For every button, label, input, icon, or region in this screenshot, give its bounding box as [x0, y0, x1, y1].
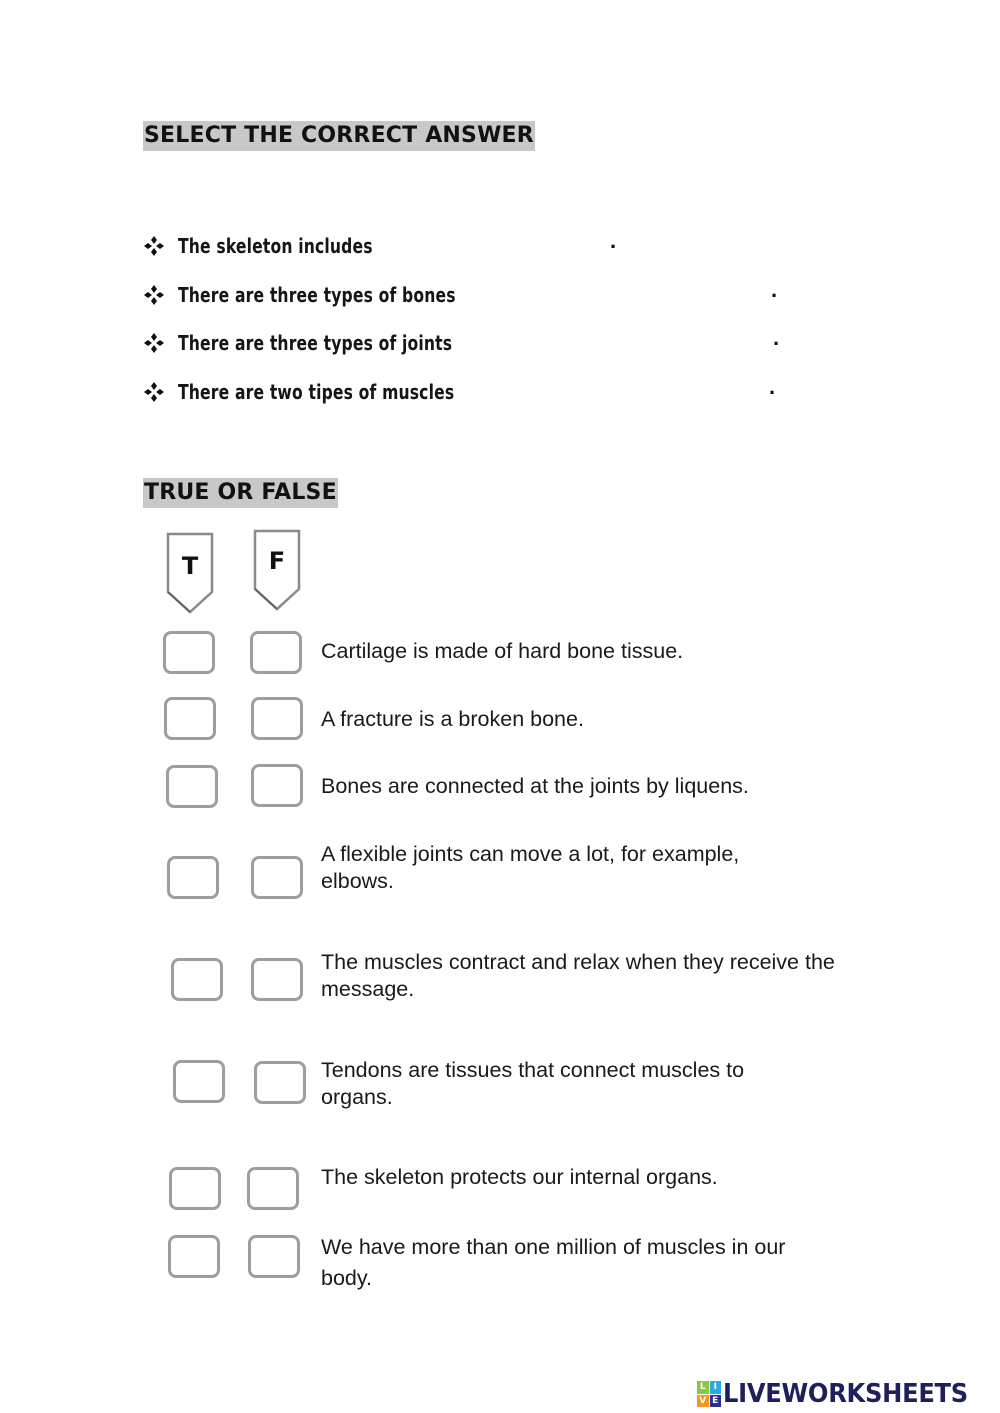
true-column-tag	[166, 532, 214, 614]
false-label: F	[268, 547, 286, 575]
select-question-item	[143, 222, 843, 271]
true-false-title: TRUE OR FALSE	[143, 478, 338, 508]
true-checkbox[interactable]	[167, 856, 219, 899]
tf-statement: The muscles contract and relax when they receive the message.	[321, 950, 835, 1001]
select-question-end: .	[610, 228, 617, 253]
tf-statement: Cartilage is made of hard bone tissue.	[321, 639, 684, 663]
true-checkbox[interactable]	[173, 1060, 225, 1103]
false-checkbox[interactable]	[248, 1235, 300, 1278]
false-checkbox[interactable]	[251, 697, 303, 740]
logo-mark-letter: L	[697, 1381, 709, 1394]
tf-statement: Bones are connected at the joints by liquens.	[321, 774, 749, 798]
tf-statement: We have more than one million of muscles in our body.	[321, 1235, 786, 1290]
logo-mark-letter: V	[697, 1395, 709, 1408]
select-question-text: There are three types of joints	[178, 331, 453, 356]
diamond-bullet-icon	[143, 332, 165, 354]
diamond-bullet-icon	[143, 381, 165, 403]
logo-mark-letter: I	[710, 1381, 722, 1394]
false-checkbox[interactable]	[254, 1061, 306, 1104]
false-checkbox[interactable]	[251, 764, 303, 807]
false-column-tag	[253, 529, 301, 611]
select-question-item	[143, 319, 843, 368]
true-checkbox[interactable]	[166, 765, 218, 808]
false-checkbox[interactable]	[247, 1167, 299, 1210]
true-label: T	[181, 552, 199, 580]
tf-statement: The skeleton protects our internal organs.	[321, 1165, 718, 1189]
logo-text: LIVEWORKSHEETS	[723, 1379, 968, 1409]
select-question-item	[143, 271, 843, 320]
liveworksheets-logo	[697, 1378, 986, 1410]
true-checkbox[interactable]	[169, 1167, 221, 1210]
select-question-text: The skeleton includes	[178, 234, 373, 259]
logo-mark-icon	[697, 1381, 721, 1407]
select-question-end: .	[771, 276, 778, 302]
false-checkbox[interactable]	[250, 631, 302, 674]
diamond-bullet-icon	[143, 284, 165, 306]
true-checkbox[interactable]	[168, 1235, 220, 1278]
false-checkbox[interactable]	[251, 856, 303, 899]
select-question-end: .	[769, 373, 776, 399]
select-question-item	[143, 368, 843, 417]
select-question-text: There are two tipes of muscles	[178, 379, 455, 404]
select-answer-title: SELECT THE CORRECT ANSWER	[143, 121, 535, 151]
tf-statement: A flexible joints can move a lot, for example, elbows.	[321, 842, 740, 893]
true-checkbox[interactable]	[171, 958, 223, 1001]
false-checkbox[interactable]	[251, 958, 303, 1001]
select-question-end: .	[773, 325, 780, 350]
true-checkbox[interactable]	[164, 697, 216, 740]
true-checkbox[interactable]	[163, 631, 215, 674]
tf-statement: A fracture is a broken bone.	[321, 707, 584, 731]
select-question-text: There are three types of bones	[178, 282, 456, 307]
tf-statement: Tendons are tissues that connect muscles to organs.	[321, 1058, 745, 1109]
select-question-list	[143, 222, 843, 416]
diamond-bullet-icon	[143, 235, 165, 257]
logo-mark-letter: E	[710, 1395, 722, 1408]
